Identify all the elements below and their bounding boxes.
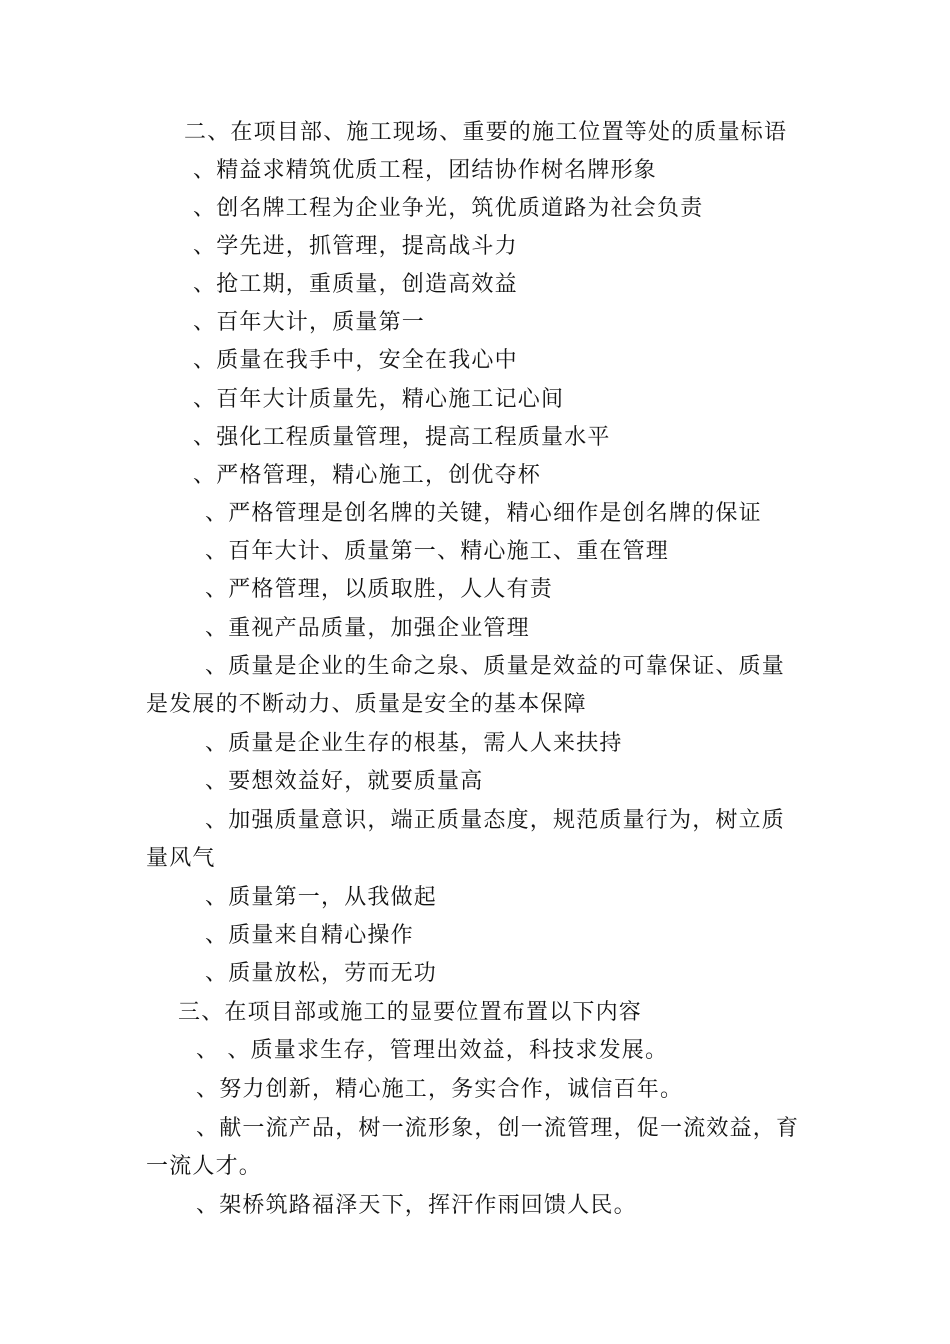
slogan-item: 、质量放松，劳而无功 — [205, 961, 438, 986]
slogan-item: 、严格管理，以质取胜，人人有责 — [205, 577, 554, 602]
section-2-heading: 二、在项目部、施工现场、重要的施工位置等处的质量标语 — [184, 120, 788, 145]
slogan-item: 、质量来自精心操作 — [205, 923, 414, 948]
content-item: 、努力创新，精心施工，务实合作，诚信百年。 — [196, 1077, 684, 1102]
slogan-item: 、百年大计、质量第一、精心施工、重在管理 — [205, 539, 670, 564]
section-3-heading: 三、在项目部或施工的显要位置布置以下内容 — [178, 1000, 643, 1025]
slogan-item: 、质量第一，从我做起 — [205, 885, 438, 910]
slogan-item: 、百年大计质量先，精心施工记心间 — [193, 387, 565, 412]
slogan-item: 、重视产品质量，加强企业管理 — [205, 616, 530, 641]
slogan-item: 、百年大计，质量第一 — [193, 310, 426, 335]
slogan-item: 、质量是企业生存的根基，需人人来扶持 — [205, 731, 623, 756]
content-item: 、架桥筑路福泽天下，挥汗作雨回馈人民。 — [196, 1193, 637, 1218]
slogan-item: 、质量在我手中，安全在我心中 — [193, 348, 518, 373]
slogan-item-long-line1: 、质量是企业的生命之泉、质量是效益的可靠保证、质量 — [205, 654, 786, 679]
slogan-item: 、严格管理是创名牌的关键，精心细作是创名牌的保证 — [205, 501, 762, 526]
slogan-item: 、抢工期，重质量，创造高效益 — [193, 272, 518, 297]
content-item: 、 、质量求生存，管理出效益，科技求发展。 — [196, 1038, 669, 1063]
content-item-long-line2: 一流人才。 — [146, 1154, 263, 1179]
slogan-item: 、严格管理，精心施工，创优夺杯 — [193, 463, 542, 488]
slogan-item: 、精益求精筑优质工程，团结协作树名牌形象 — [193, 158, 658, 183]
slogan-item: 、要想效益好，就要质量高 — [205, 769, 484, 794]
slogan-item: 、学先进，抓管理，提高战斗力 — [193, 234, 518, 259]
slogan-item-long-line2: 是发展的不断动力、质量是安全的基本保障 — [146, 692, 587, 717]
slogan-item: 、强化工程质量管理，提高工程质量水平 — [193, 425, 611, 450]
content-item-long-line1: 、献一流产品，树一流形象，创一流管理，促一流效益，育 — [196, 1116, 800, 1141]
slogan-item-long-line1: 、加强质量意识，端正质量态度，规范质量行为，树立质 — [205, 808, 786, 833]
slogan-item-long-line2: 量风气 — [146, 846, 216, 871]
slogan-item: 、创名牌工程为企业争光，筑优质道路为社会负责 — [193, 196, 704, 221]
